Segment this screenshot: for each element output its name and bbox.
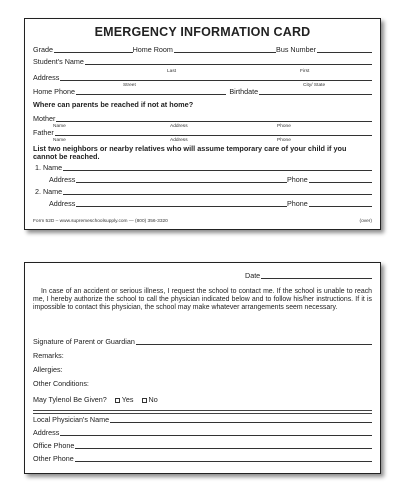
date-label: Date xyxy=(245,271,261,280)
other-phone-row xyxy=(33,455,372,463)
neighbor-2-name-label: 2. Name xyxy=(35,187,63,196)
tylenol-question: May Tylenol Be Given? xyxy=(33,395,107,404)
sub-label-street: Street xyxy=(123,83,136,88)
address-field[interactable] xyxy=(60,74,372,81)
tylenol-row xyxy=(33,396,158,404)
sub-label-address: Address xyxy=(170,138,188,143)
grade-row xyxy=(33,46,372,54)
no-checkbox[interactable] xyxy=(142,398,147,403)
emergency-information-card-back xyxy=(24,262,381,474)
date-field[interactable] xyxy=(261,272,372,279)
local-physician-row xyxy=(33,416,372,424)
neighbors-instruction: List two neighbors or nearby relatives who will assume temporary care of your child if you cannot be reached. xyxy=(33,144,347,161)
section-divider xyxy=(33,410,372,414)
sub-label-name: Name xyxy=(53,124,66,129)
yes-checkbox[interactable] xyxy=(115,398,120,403)
students-name-field[interactable] xyxy=(85,58,372,65)
sub-label-city-state: City/ State xyxy=(303,83,326,88)
signature-field[interactable] xyxy=(136,338,372,345)
students-name-label: Student's Name xyxy=(33,57,84,66)
yes-label: Yes xyxy=(121,395,134,404)
no-label: No xyxy=(148,395,158,404)
authorization-paragraph: In case of an accident or serious illness, I request the school to contact me. If the school is unable to reach me, I hereby authorize the school to call the physician indicated below and to follow his/her instructions. If it is impossible to contact this physician, the school may make whatever arrangements seem necessary. xyxy=(33,288,372,312)
neighbor-2-address-field[interactable] xyxy=(76,200,287,207)
neighbor-1-phone-label: Phone xyxy=(287,175,308,184)
signature-row xyxy=(33,338,372,346)
birthdate-label: Birthdate xyxy=(229,87,259,96)
other-phone-field[interactable] xyxy=(75,455,372,462)
father-field[interactable] xyxy=(55,129,372,136)
bus-number-field[interactable] xyxy=(317,46,372,53)
office-phone-row xyxy=(33,442,372,450)
home-room-label: Home Room xyxy=(132,45,173,54)
allergies-label: Allergies: xyxy=(33,365,63,374)
other-phone-label: Other Phone xyxy=(33,454,74,463)
footer-over: (over) xyxy=(359,219,372,224)
neighbor-1-address-label: Address xyxy=(49,175,76,184)
neighbor-1-name-field[interactable] xyxy=(63,164,372,171)
neighbor-2-name-row xyxy=(35,188,372,196)
neighbor-1-name-row xyxy=(35,164,372,172)
father-label: Father xyxy=(33,128,54,137)
birthdate-field[interactable] xyxy=(259,88,372,95)
physician-address-field[interactable] xyxy=(60,429,372,436)
local-physician-label: Local Physician's Name xyxy=(33,415,110,424)
office-phone-label: Office Phone xyxy=(33,441,75,450)
sub-label-name: Name xyxy=(53,138,66,143)
neighbor-2-address-label: Address xyxy=(49,199,76,208)
mother-field[interactable] xyxy=(56,115,372,122)
footer-form-info: Form 52D – www.supremeschoolsupply.com — (800) 356-3320 xyxy=(33,219,168,224)
address-label: Address xyxy=(33,73,60,82)
neighbor-2-name-field[interactable] xyxy=(63,188,372,195)
neighbor-2-phone-label: Phone xyxy=(287,199,308,208)
date-row xyxy=(245,272,372,280)
sub-label-first: First xyxy=(300,69,310,74)
signature-label: Signature of Parent or Guardian xyxy=(33,337,135,346)
office-phone-field[interactable] xyxy=(75,442,372,449)
physician-address-row xyxy=(33,429,372,437)
parents-question: Where can parents be reached if not at home? xyxy=(33,100,194,109)
local-physician-field[interactable] xyxy=(110,416,372,423)
home-phone-row xyxy=(33,88,372,96)
grade-label: Grade xyxy=(33,45,53,54)
home-phone-field[interactable] xyxy=(76,88,226,95)
other-conditions-label: Other Conditions: xyxy=(33,379,89,388)
home-room-field[interactable] xyxy=(174,46,276,53)
sub-label-phone: Phone xyxy=(277,138,291,143)
grade-field[interactable] xyxy=(54,46,133,53)
bus-number-label: Bus Number xyxy=(276,45,316,54)
mother-label: Mother xyxy=(33,114,56,123)
sub-label-address: Address xyxy=(170,124,188,129)
sub-label-last: Last xyxy=(167,69,177,74)
neighbor-2-phone-field[interactable] xyxy=(309,200,372,207)
neighbor-1-phone-field[interactable] xyxy=(309,176,372,183)
father-row xyxy=(33,129,372,137)
card-title: EMERGENCY INFORMATION CARD xyxy=(94,25,311,39)
neighbor-1-address-row xyxy=(49,176,372,184)
remarks-label: Remarks: xyxy=(33,351,64,360)
students-name-row xyxy=(33,58,372,66)
mother-row xyxy=(33,115,372,123)
neighbor-1-address-field[interactable] xyxy=(76,176,287,183)
neighbor-1-name-label: 1. Name xyxy=(35,163,63,172)
neighbor-2-address-row xyxy=(49,200,372,208)
emergency-information-card-front xyxy=(24,18,381,230)
card-footer xyxy=(33,219,372,224)
physician-address-label: Address xyxy=(33,428,60,437)
sub-label-phone: Phone xyxy=(277,124,291,129)
address-row xyxy=(33,74,372,82)
home-phone-label: Home Phone xyxy=(33,87,75,96)
